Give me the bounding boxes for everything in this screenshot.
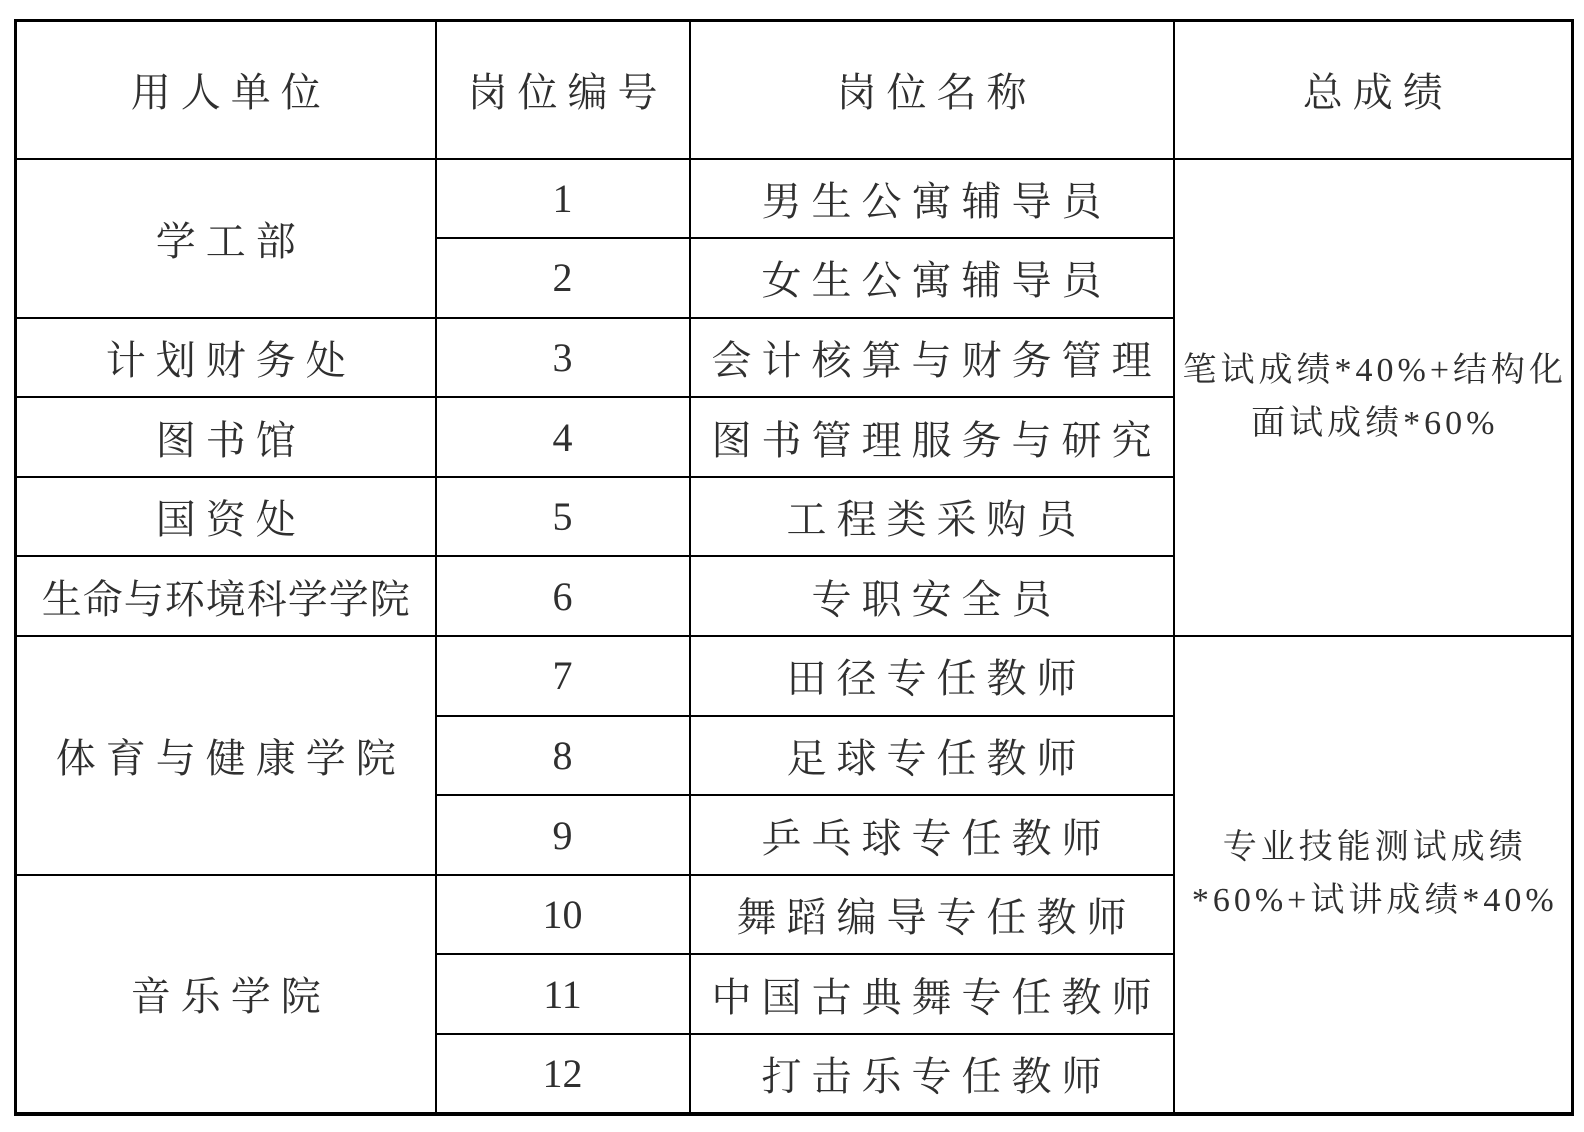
- score-line: 笔试成绩*40%+结构化: [1182, 351, 1567, 389]
- position-name-cell: 工程类采购员: [690, 477, 1174, 557]
- position-no-cell: 7: [436, 636, 690, 716]
- position-no-cell: 3: [436, 318, 690, 398]
- position-name-cell: 足球专任教师: [690, 716, 1174, 796]
- header-cell-position-no: 岗位编号: [436, 21, 690, 159]
- score-line: 面试成绩*60%: [1251, 405, 1499, 443]
- header-cell-unit: 用人单位: [16, 21, 436, 159]
- unit-cell: 生命与环境科学学院: [16, 556, 436, 636]
- position-name-cell: 打击乐专任教师: [690, 1034, 1174, 1114]
- position-no-cell: 4: [436, 397, 690, 477]
- position-no-cell: 9: [436, 795, 690, 875]
- header-cell-position-name: 岗位名称: [690, 21, 1174, 159]
- position-name-cell: 图书管理服务与研究: [690, 397, 1174, 477]
- position-no-cell: 8: [436, 716, 690, 796]
- position-name-cell: 女生公寓辅导员: [690, 238, 1174, 318]
- position-name-cell: 男生公寓辅导员: [690, 159, 1174, 239]
- unit-cell: 音乐学院: [16, 875, 436, 1114]
- score-cell: [1174, 636, 1573, 1114]
- position-no-cell: 6: [436, 556, 690, 636]
- table-row: [16, 159, 1573, 239]
- position-no-cell: 5: [436, 477, 690, 557]
- position-no-cell: 11: [436, 954, 690, 1034]
- position-name-cell: 中国古典舞专任教师: [690, 954, 1174, 1034]
- table-row: [16, 636, 1573, 716]
- position-no-cell: 2: [436, 238, 690, 318]
- header-row: [16, 21, 1573, 159]
- position-no-cell: 12: [436, 1034, 690, 1114]
- position-name-cell: 专职安全员: [690, 556, 1174, 636]
- unit-cell: 计划财务处: [16, 318, 436, 398]
- score-line: 专业技能测试成绩: [1222, 828, 1527, 866]
- position-name-cell: 舞蹈编导专任教师: [690, 875, 1174, 955]
- position-no-cell: 10: [436, 875, 690, 955]
- unit-cell: 体育与健康学院: [16, 636, 436, 875]
- score-cell: [1174, 159, 1573, 637]
- recruitment-table: [14, 19, 1574, 1116]
- unit-cell: 图书馆: [16, 397, 436, 477]
- position-name-cell: 会计核算与财务管理: [690, 318, 1174, 398]
- position-name-cell: 乒乓球专任教师: [690, 795, 1174, 875]
- score-line: *60%+试讲成绩*40%: [1191, 882, 1558, 920]
- unit-cell: 学工部: [16, 159, 436, 318]
- position-no-cell: 1: [436, 159, 690, 239]
- unit-cell: 国资处: [16, 477, 436, 557]
- header-cell-total-score: 总成绩: [1174, 21, 1573, 159]
- position-name-cell: 田径专任教师: [690, 636, 1174, 716]
